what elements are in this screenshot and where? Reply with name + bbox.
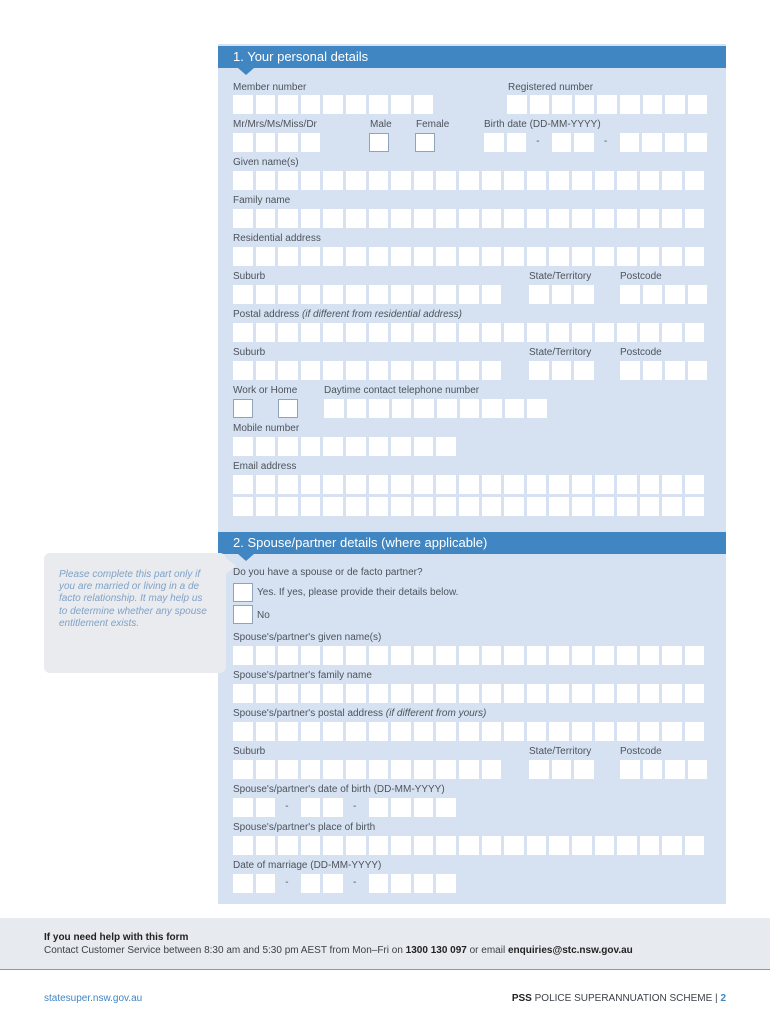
postcode-field[interactable] [620, 285, 707, 304]
footer-scheme [512, 993, 726, 1004]
spouse-family-name-label: Spouse's/partner's family name [233, 670, 372, 681]
mobile-number-field[interactable] [233, 437, 456, 456]
spouse-no-checkbox[interactable] [233, 605, 253, 624]
spouse-given-names-label: Spouse's/partner's given name(s) [233, 632, 382, 643]
postal-state-territory-label: State/Territory [529, 347, 592, 358]
suburb-label: Suburb [233, 271, 266, 282]
help-email-link[interactable]: enquiries@stc.nsw.gov.au [507, 945, 633, 956]
title-field[interactable] [233, 133, 320, 152]
spouse-no-label: No [257, 610, 270, 621]
daytime-phone-label: Daytime contact telephone number [324, 385, 480, 396]
postcode-label: Postcode [620, 271, 662, 282]
male-checkbox[interactable] [369, 133, 389, 152]
date-of-marriage-field[interactable] [233, 874, 456, 893]
email-address-field-line-2[interactable] [233, 497, 704, 516]
home-checkbox[interactable] [278, 399, 298, 418]
female-checkbox[interactable] [415, 133, 435, 152]
postal-suburb-field[interactable] [233, 361, 501, 380]
work-or-home-label: Work or Home [233, 385, 298, 396]
birth-date-label: Birth date (DD-MM-YYYY) [484, 119, 601, 130]
state-territory-field[interactable] [529, 285, 594, 304]
spouse-suburb-field[interactable] [233, 760, 501, 779]
suburb-field[interactable] [233, 285, 501, 304]
side-note: Please complete this part only if you are married or living in a de facto relationship. It may help us to determine whether any spouse entitlement exists. [44, 553, 226, 673]
spouse-question: Do you have a spouse or de facto partner? [233, 567, 423, 578]
given-names-field[interactable] [233, 171, 704, 190]
residential-address-label: Residential address [233, 233, 321, 244]
help-heading: If you need help with this form [44, 932, 189, 943]
help-phone[interactable]: 1300 130 097 [405, 945, 467, 956]
given-names-label: Given name(s) [233, 157, 299, 168]
page-number: 2 [720, 993, 726, 1004]
work-checkbox[interactable] [233, 399, 253, 418]
birth-date-field[interactable] [484, 133, 707, 152]
spouse-yes-checkbox[interactable] [233, 583, 253, 602]
title-label: Mr/Mrs/Ms/Miss/Dr [233, 119, 317, 130]
postal-state-territory-field[interactable] [529, 361, 594, 380]
postal-address-label: Postal address (if different from residential address) [233, 309, 463, 320]
spouse-state-territory-field[interactable] [529, 760, 594, 779]
spouse-place-of-birth-field[interactable] [233, 836, 704, 855]
mobile-number-label: Mobile number [233, 423, 300, 434]
spouse-dob-label: Spouse's/partner's date of birth (DD-MM-YYYY) [233, 784, 445, 795]
spouse-given-names-field[interactable] [233, 646, 704, 665]
spouse-postal-address-note: (if different from yours) [385, 708, 487, 719]
section-1-header: 1. Your personal details [218, 46, 726, 68]
website-link[interactable]: statesuper.nsw.gov.au [44, 993, 143, 1004]
postal-address-field[interactable] [233, 323, 704, 342]
spouse-postal-address-field[interactable] [233, 722, 704, 741]
member-number-field[interactable] [233, 95, 433, 114]
family-name-label: Family name [233, 195, 291, 206]
postal-postcode-field[interactable] [620, 361, 707, 380]
residential-address-field[interactable] [233, 247, 704, 266]
spouse-family-name-field[interactable] [233, 684, 704, 703]
email-address-field-line-1[interactable] [233, 475, 704, 494]
footer-brand: PSS [511, 993, 532, 1004]
spouse-yes-label: Yes. If yes, please provide their details below. [257, 587, 459, 598]
postal-postcode-label: Postcode [620, 347, 662, 358]
member-number-label: Member number [233, 82, 307, 93]
postal-address-note: (if different from residential address) [301, 309, 463, 320]
footer-scheme-name: POLICE SUPERANNUATION SCHEME [534, 993, 713, 1004]
help-text: Contact Customer Service between 8:30 am and 5:30 pm AEST from Mon–Fri on 1300 130 097 or email enquiries@stc.nsw.gov.au [44, 945, 633, 956]
spouse-state-territory-label: State/Territory [529, 746, 592, 757]
registered-number-label: Registered number [508, 82, 594, 93]
spouse-suburb-label: Suburb [233, 746, 266, 757]
spouse-postal-address-label: Spouse's/partner's postal address (if different from yours) [233, 708, 487, 719]
spouse-place-of-birth-label: Spouse's/partner's place of birth [233, 822, 376, 833]
female-label: Female [416, 119, 450, 130]
email-address-label: Email address [233, 461, 297, 472]
daytime-phone-field[interactable] [324, 399, 547, 418]
spouse-postcode-field[interactable] [620, 760, 707, 779]
footer-separator: | [715, 993, 718, 1004]
family-name-field[interactable] [233, 209, 704, 228]
registered-number-field[interactable] [507, 95, 707, 114]
spouse-postcode-label: Postcode [620, 746, 662, 757]
postal-suburb-label: Suburb [233, 347, 266, 358]
spouse-dob-field[interactable] [233, 798, 456, 817]
state-territory-label: State/Territory [529, 271, 592, 282]
date-of-marriage-label: Date of marriage (DD-MM-YYYY) [233, 860, 382, 871]
section-2-header: 2. Spouse/partner details (where applicable) [218, 532, 726, 554]
male-label: Male [370, 119, 392, 130]
help-band [0, 918, 770, 970]
